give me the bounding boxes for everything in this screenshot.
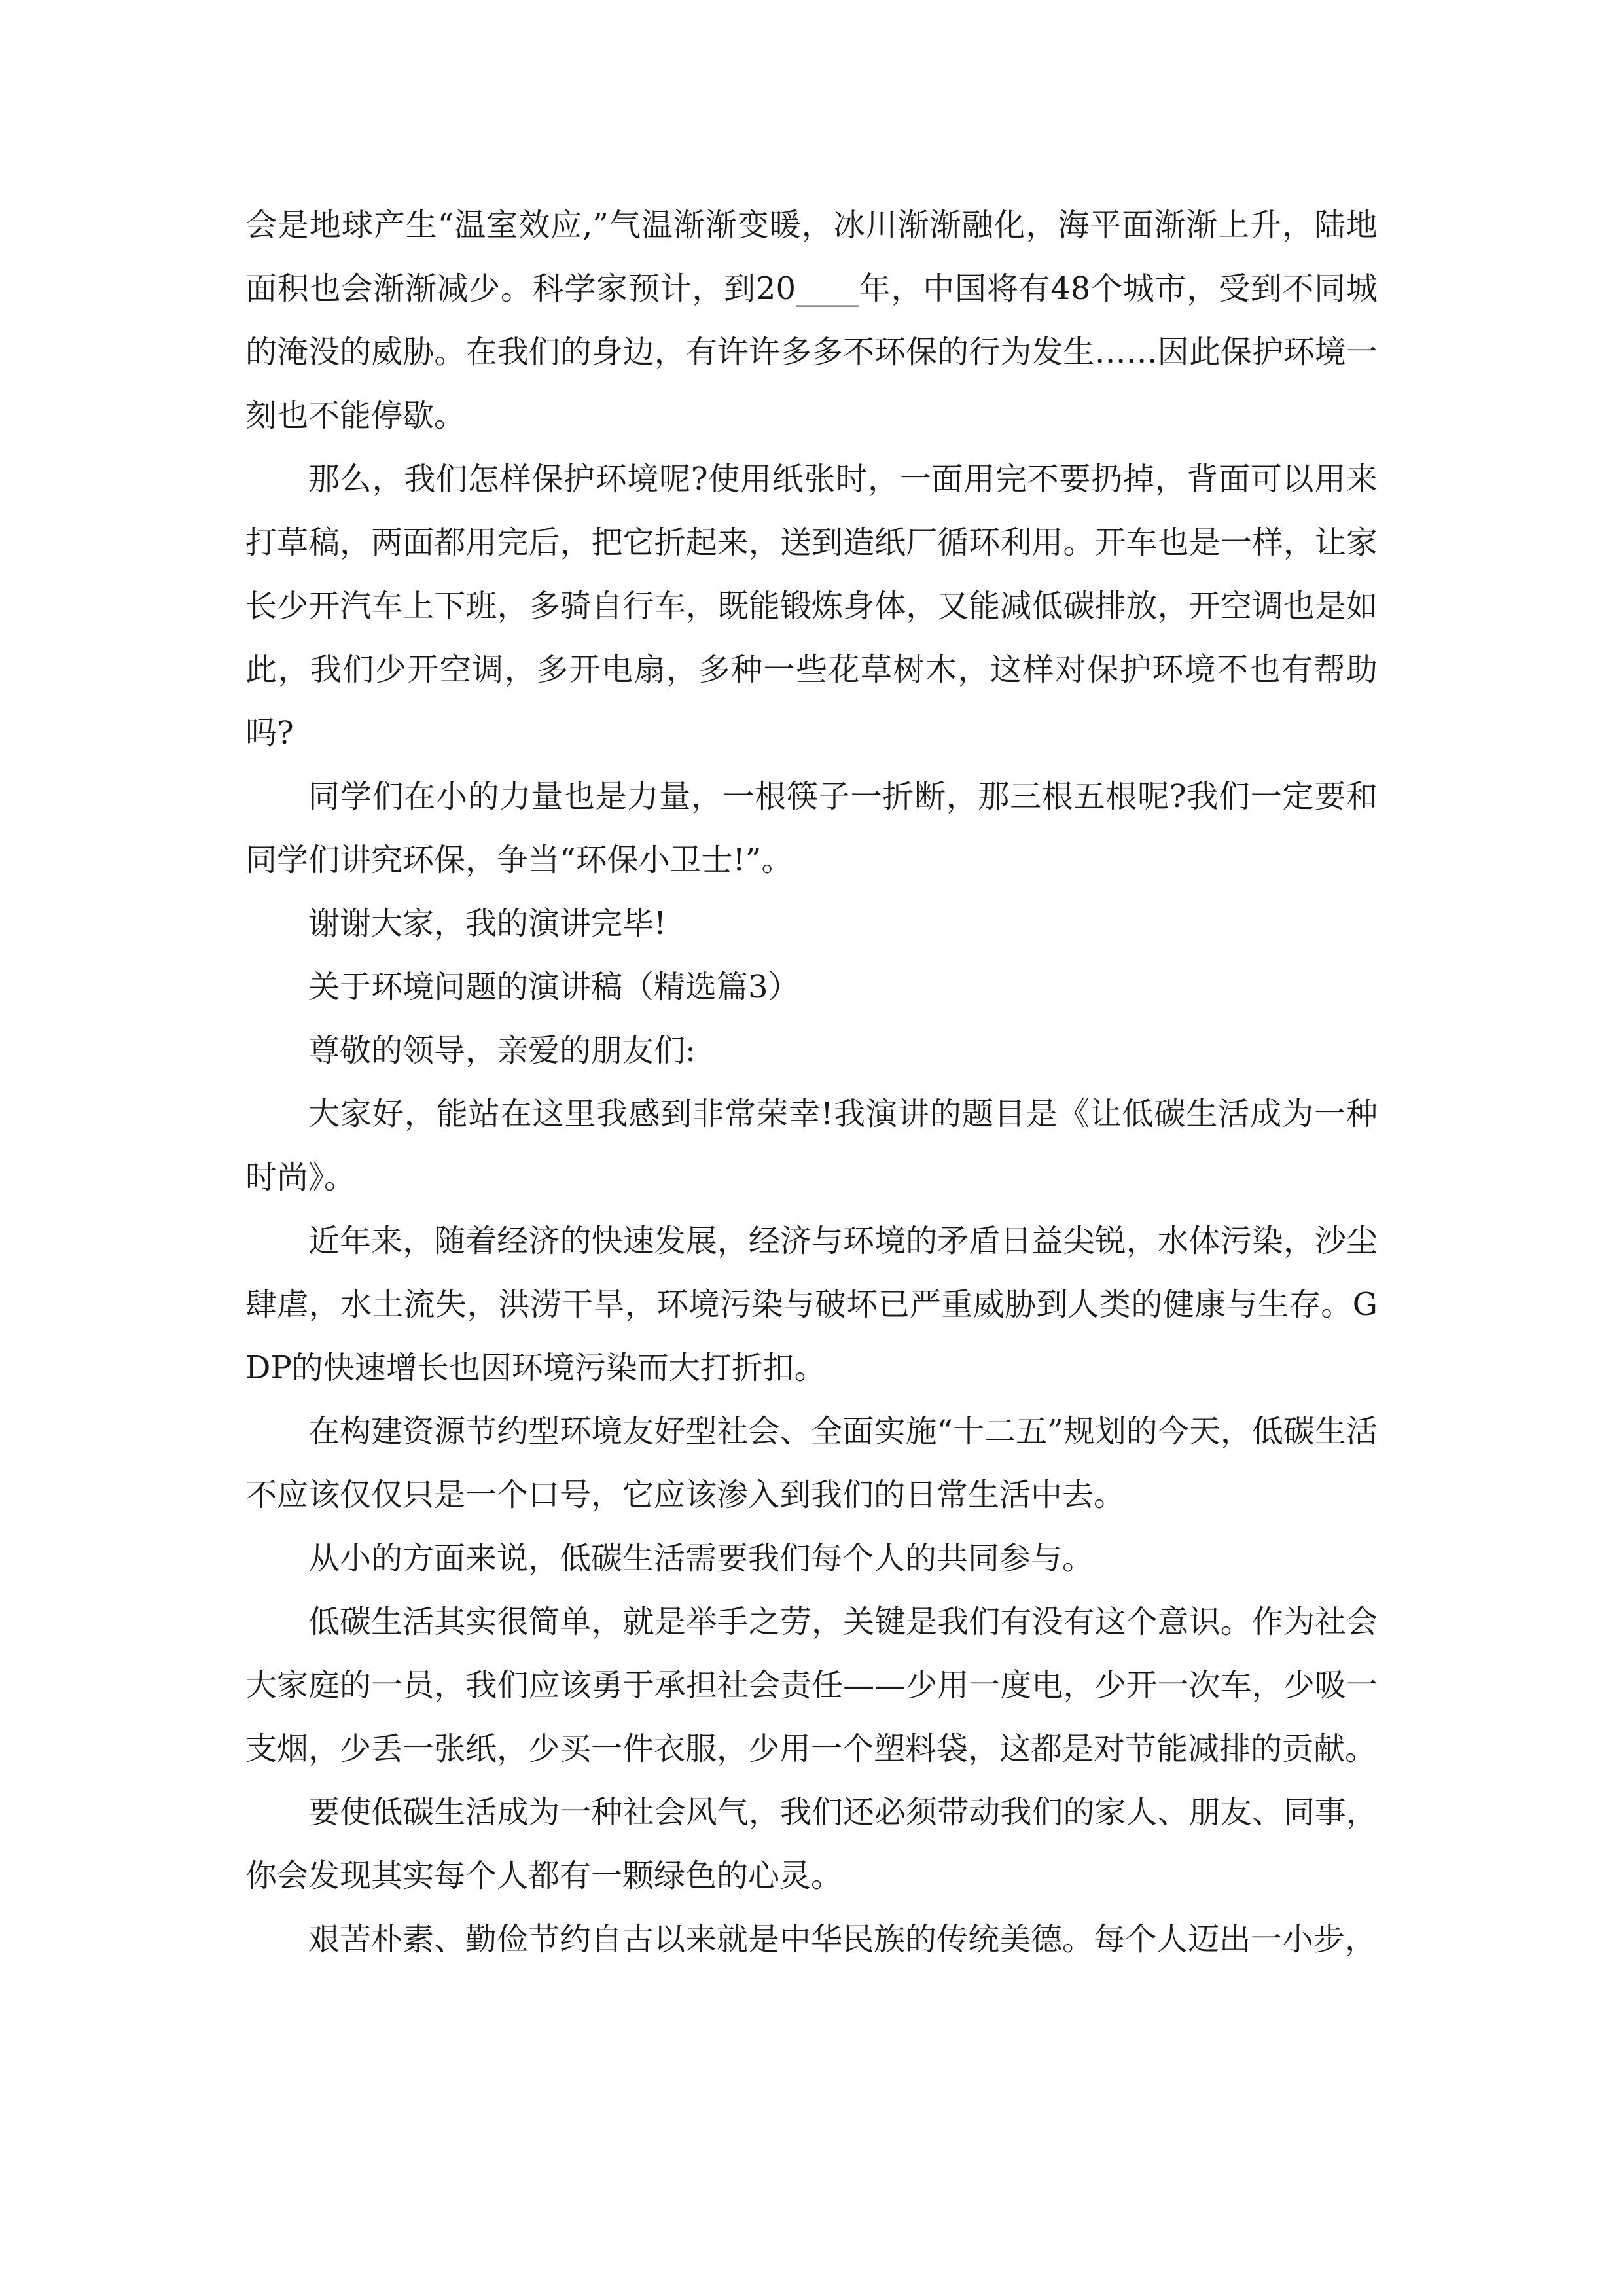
paragraph-thanks: 谢谢大家，我的演讲完毕! <box>308 905 667 942</box>
paragraph-salutation: 尊敬的领导，亲爱的朋友们: <box>308 1032 696 1069</box>
paragraph-classmates-strength: 同学们在小的力量也是力量，一根筷子一折断，那三根五根呢?我们一定要和同学们讲究环保，争当“环保小卫士!”。 <box>245 778 1378 878</box>
paragraph-everyone-participate: 从小的方面来说，低碳生活需要我们每个人的共同参与。 <box>308 1540 1094 1577</box>
paragraph-social-trend: 要使低碳生活成为一种社会风气，我们还必须带动我们的家人、朋友、同事，你会发现其实每个人都有一颗绿色的心灵。 <box>245 1794 1378 1894</box>
document-body <box>245 194 1378 1971</box>
paragraph-traditional-virtue: 艰苦朴素、勤俭节约自古以来就是中华民族的传统美德。每个人迈出一小步， <box>308 1921 1377 1958</box>
section-heading: 关于环境问题的演讲稿（精选篇3） <box>308 969 800 1005</box>
paragraph-how-to-protect: 那么，我们怎样保护环境呢?使用纸张时，一面用完不要扔掉，背面可以用来打草稿，两面都用完后，把它折起来，送到造纸厂循环利用。开车也是一样，让家长少开汽车上下班，多骑自行车，既能锻炼身体，又能减低碳排放，开空调也是如此，我们少开空调，多开电扇，多种一些花草树木，这样对保护环境不也有帮助吗? <box>245 461 1378 751</box>
paragraph-low-carbon-simple: 低碳生活其实很简单，就是举手之劳，关键是我们有没有这个意识。作为社会大家庭的一员，我们应该勇于承担社会责任——少用一度电，少开一次车，少吸一支烟，少丢一张纸，少买一件衣服，少用一个塑料袋，这都是对节能减排的贡献。 <box>245 1604 1378 1767</box>
paragraph-recent-years: 近年来，随着经济的快速发展，经济与环境的矛盾日益尖锐，水体污染，沙尘肆虐，水土流失，洪涝干旱，环境污染与破坏已严重威胁到人类的健康与生存。GDP的快速增长也因环境污染而大打折扣。 <box>245 1223 1378 1386</box>
paragraph-twelfth-five-year: 在构建资源节约型环境友好型社会、全面实施“十二五”规划的今天，低碳生活不应该仅仅只是一个口号，它应该渗入到我们的日常生活中去。 <box>245 1413 1378 1513</box>
paragraph-speech-title: 大家好，能站在这里我感到非常荣幸!我演讲的题目是《让低碳生活成为一种时尚》。 <box>245 1096 1378 1196</box>
paragraph-greenhouse-effect: 会是地球产生“温室效应,”气温渐渐变暖，冰川渐渐融化，海平面渐渐上升，陆地面积也会渐渐减少。科学家预计，到20____年，中国将有48个城市，受到不同城的淹没的威胁。在我们的身边，有许许多多不环保的行为发生……因此保护环境一刻也不能停歇。 <box>245 207 1378 434</box>
